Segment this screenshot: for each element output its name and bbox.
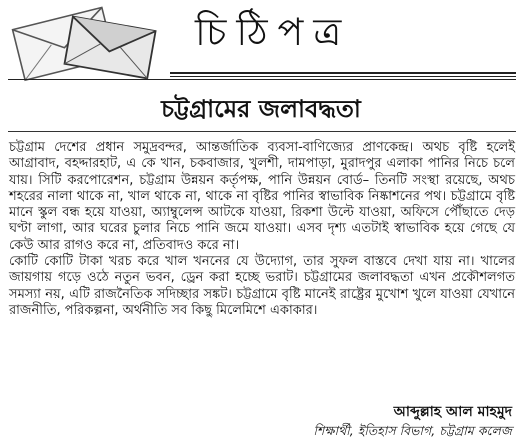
envelope-icon — [8, 6, 168, 82]
letter-body — [9, 140, 515, 319]
header-rule — [8, 79, 516, 80]
letter-paragraph: কোটি কোটি টাকা খরচ করে খাল খননের যে উদ্যোগ, তার সুফল বাস্তবে দেখা যায় না। খালের জায়গায় গড়ে ওঠে নতুন ভবন, ড্রেন করা হচ্ছে ভরাট। চট্টগ্রামের জলাবদ্ধতা এখন প্রকৌশলগত সমস্যা নয়, এটি রাজনৈতিক সদিচ্ছার সঙ্কট। চট্টগ্রামে বৃষ্টি মানেই রাষ্ট্রের মুখোশ খুলে যাওয়া যেখানে রাজনীতি, পরিকল্পনা, অর্থনীতি সব কিছু মিলেমিশে একাকার। — [9, 254, 515, 318]
header-rule — [170, 76, 516, 77]
headline-divider — [8, 131, 516, 132]
letter-signature — [212, 402, 512, 440]
column-title: চিঠিপত্র — [195, 10, 352, 54]
letter-paragraph: চট্টগ্রাম দেশের প্রধান সমুদ্রবন্দর, আন্তর্জাতিক ব্যবসা-বাণিজ্যের প্রাণকেন্দ্র। অথচ বৃষ্টি হলেই আগ্রাবাদ, বহদ্দারহাট, এ কে খান, চকবাজার, খুলশী, দামপাড়া, মুরাদপুর এলাকা পানির নিচে চলে যায়। সিটি করপোরেশন, চট্টগ্রাম উন্নয়ন কর্তৃপক্ষ, পানি উন্নয়ন বোর্ড– তিনটি সংস্থা রয়েছে, অথচ শহরের নালা থাকে না, খাল থাকে না, থাকে না বৃষ্টির পানির স্বাভাবিক নিষ্কাশনের পথ। চট্টগ্রামে বৃষ্টি মানে স্কুল বন্ধ হয়ে যাওয়া, অ্যাম্বুলেন্স আটকে যাওয়া, রিকশা উল্টে যাওয়া, অফিসে পৌঁছাতে দেড় ঘণ্টা লাগা, আর ঘরের চুলার নিচে পানি জমে যাওয়া। এসব দৃশ্য এতটাই স্বাভাবিক হয়ে গেছে যে কেউ আর রাগও করে না, প্রতিবাদও করে না। — [9, 140, 515, 253]
column-header — [0, 0, 522, 82]
author-affiliation: শিক্ষার্থী, ইতিহাস বিভাগ, চট্টগ্রাম কলেজ — [313, 423, 512, 438]
author-name: আব্দুল্লাহ আল মাহমুদ — [393, 404, 512, 420]
letter-headline: চট্টগ্রামের জলাবদ্ধতা — [161, 95, 361, 123]
header-rule — [170, 72, 516, 74]
